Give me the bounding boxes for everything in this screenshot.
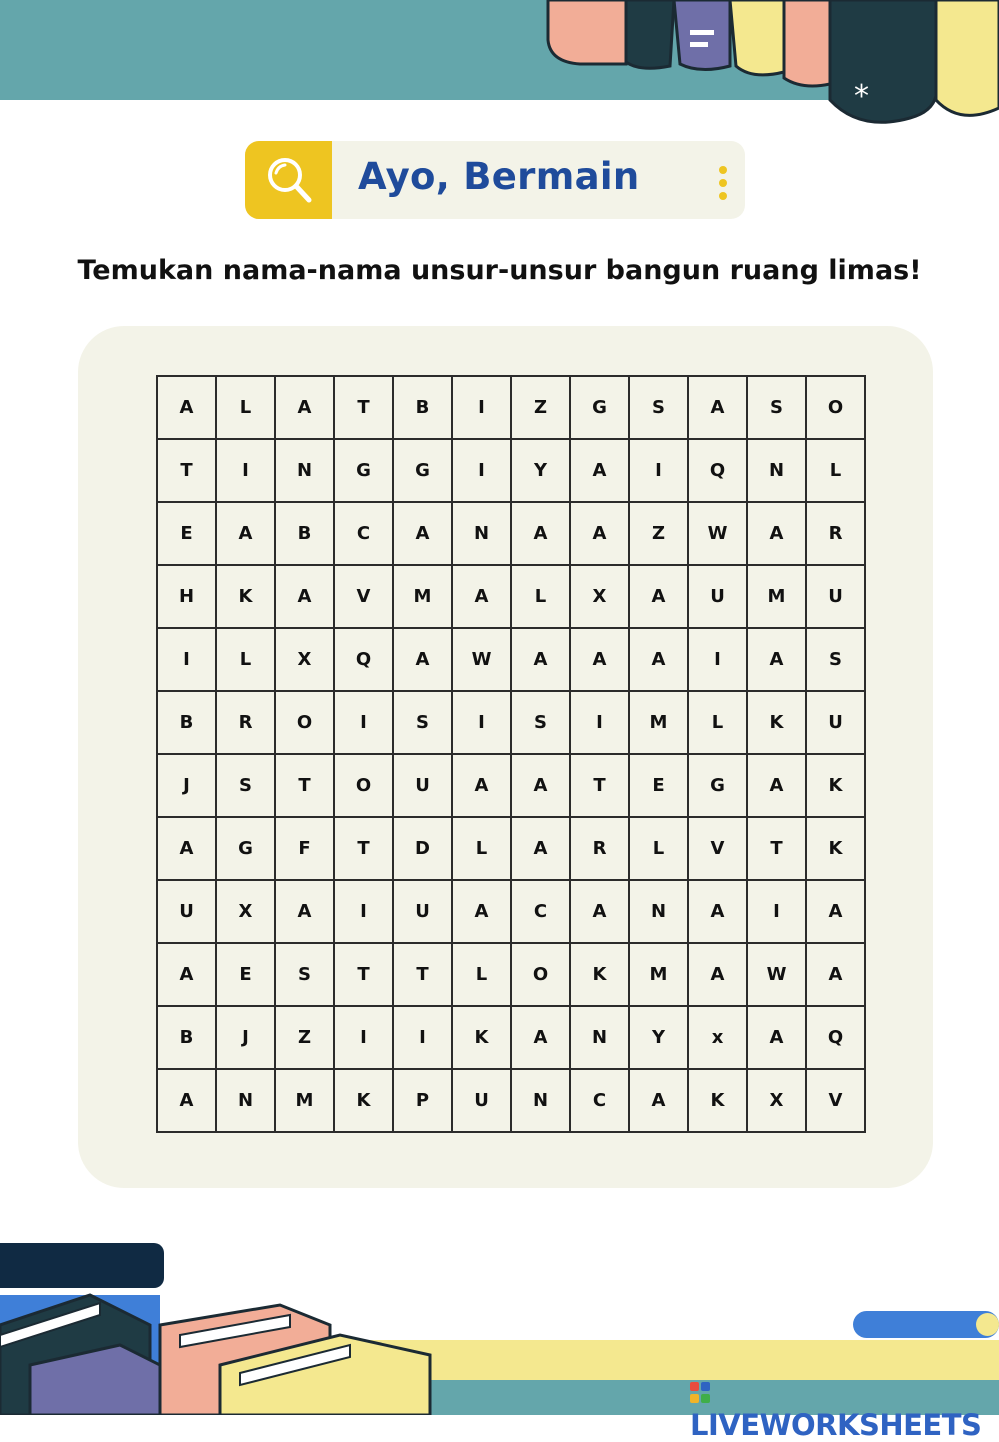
grid-cell[interactable]: A	[275, 376, 334, 439]
grid-cell[interactable]: S	[747, 376, 806, 439]
grid-cell[interactable]: W	[747, 943, 806, 1006]
grid-cell[interactable]: A	[157, 376, 216, 439]
grid-cell[interactable]: T	[747, 817, 806, 880]
grid-cell[interactable]: T	[570, 754, 629, 817]
grid-cell[interactable]: N	[511, 1069, 570, 1132]
grid-row	[157, 1069, 865, 1132]
grid-cell[interactable]: K	[452, 1006, 511, 1069]
grid-cell[interactable]: F	[275, 817, 334, 880]
grid-cell[interactable]: A	[629, 1069, 688, 1132]
grid-cell[interactable]: C	[511, 880, 570, 943]
grid-cell[interactable]: W	[452, 628, 511, 691]
grid-cell[interactable]: T	[393, 943, 452, 1006]
grid-row	[157, 1006, 865, 1069]
grid-cell[interactable]: X	[275, 628, 334, 691]
grid-cell[interactable]: D	[393, 817, 452, 880]
grid-cell[interactable]: E	[157, 502, 216, 565]
grid-cell[interactable]: Q	[688, 439, 747, 502]
grid-cell[interactable]: Q	[334, 628, 393, 691]
page-title: Ayo, Bermain	[358, 155, 640, 198]
grid-cell[interactable]: A	[570, 439, 629, 502]
title-search-bar	[245, 141, 745, 219]
grid-cell[interactable]: U	[157, 880, 216, 943]
grid-cell[interactable]: N	[216, 1069, 275, 1132]
grid-cell[interactable]: K	[688, 1069, 747, 1132]
grid-cell[interactable]: x	[688, 1006, 747, 1069]
grid-cell[interactable]: W	[688, 502, 747, 565]
grid-cell[interactable]: I	[570, 691, 629, 754]
grid-cell[interactable]: K	[806, 817, 865, 880]
grid-cell[interactable]: A	[570, 880, 629, 943]
grid-cell[interactable]: U	[688, 565, 747, 628]
grid-cell[interactable]: C	[334, 502, 393, 565]
grid-cell[interactable]: N	[452, 502, 511, 565]
grid-cell[interactable]: L	[806, 439, 865, 502]
grid-cell[interactable]: K	[570, 943, 629, 1006]
grid-cell[interactable]: T	[334, 376, 393, 439]
grid-row	[157, 628, 865, 691]
books-illustration-top	[540, 0, 999, 130]
liveworksheets-mark-icon	[690, 1380, 712, 1406]
grid-cell[interactable]: R	[216, 691, 275, 754]
grid-cell[interactable]: M	[747, 565, 806, 628]
grid-cell[interactable]: E	[216, 943, 275, 1006]
grid-cell[interactable]: I	[452, 439, 511, 502]
grid-row	[157, 943, 865, 1006]
grid-cell[interactable]: A	[629, 565, 688, 628]
grid-cell[interactable]: Y	[629, 1006, 688, 1069]
grid-cell[interactable]: K	[334, 1069, 393, 1132]
books-illustration-bottom	[0, 1285, 440, 1415]
grid-row	[157, 880, 865, 943]
grid-cell[interactable]: S	[511, 691, 570, 754]
grid-cell[interactable]: K	[747, 691, 806, 754]
grid-cell[interactable]: A	[747, 1006, 806, 1069]
grid-cell[interactable]: A	[393, 502, 452, 565]
grid-cell[interactable]: I	[216, 439, 275, 502]
grid-cell[interactable]: Z	[629, 502, 688, 565]
grid-cell[interactable]: I	[452, 691, 511, 754]
grid-cell[interactable]: I	[629, 439, 688, 502]
grid-cell[interactable]: H	[157, 565, 216, 628]
grid-cell[interactable]: Z	[275, 1006, 334, 1069]
vertical-dots-icon	[719, 166, 727, 202]
grid-cell[interactable]: M	[275, 1069, 334, 1132]
svg-text:*: *	[854, 79, 869, 114]
grid-cell[interactable]: A	[747, 628, 806, 691]
grid-cell[interactable]: M	[629, 943, 688, 1006]
grid-cell[interactable]: P	[393, 1069, 452, 1132]
grid-cell[interactable]: N	[275, 439, 334, 502]
grid-cell[interactable]: A	[570, 628, 629, 691]
grid-cell[interactable]: I	[334, 1006, 393, 1069]
grid-cell[interactable]: Z	[511, 376, 570, 439]
grid-cell[interactable]: N	[747, 439, 806, 502]
grid-cell[interactable]: A	[452, 754, 511, 817]
grid-cell[interactable]: A	[511, 754, 570, 817]
grid-cell[interactable]: G	[688, 754, 747, 817]
grid-cell[interactable]: L	[216, 628, 275, 691]
grid-cell[interactable]: R	[806, 502, 865, 565]
grid-cell[interactable]: A	[629, 628, 688, 691]
grid-cell[interactable]: A	[511, 1006, 570, 1069]
grid-cell[interactable]: A	[688, 376, 747, 439]
instruction-text: Temukan nama-nama unsur-unsur bangun ruang limas!	[77, 255, 922, 286]
grid-cell[interactable]: T	[157, 439, 216, 502]
grid-row	[157, 754, 865, 817]
grid-row	[157, 817, 865, 880]
grid-cell[interactable]: L	[629, 817, 688, 880]
grid-cell[interactable]: A	[511, 502, 570, 565]
grid-cell[interactable]: U	[393, 754, 452, 817]
grid-cell[interactable]: A	[393, 628, 452, 691]
grid-cell[interactable]: V	[334, 565, 393, 628]
grid-cell[interactable]: I	[157, 628, 216, 691]
grid-cell[interactable]: A	[511, 817, 570, 880]
grid-cell[interactable]: O	[511, 943, 570, 1006]
grid-cell[interactable]: U	[452, 1069, 511, 1132]
grid-cell[interactable]: J	[216, 1006, 275, 1069]
grid-cell[interactable]: B	[275, 502, 334, 565]
grid-cell[interactable]: V	[688, 817, 747, 880]
grid-cell[interactable]: G	[570, 376, 629, 439]
grid-cell[interactable]: T	[334, 943, 393, 1006]
grid-cell[interactable]: A	[688, 880, 747, 943]
grid-cell[interactable]: A	[157, 943, 216, 1006]
grid-cell[interactable]: L	[452, 817, 511, 880]
grid-row	[157, 376, 865, 439]
grid-cell[interactable]: I	[452, 376, 511, 439]
grid-cell[interactable]: G	[216, 817, 275, 880]
grid-cell[interactable]: M	[629, 691, 688, 754]
grid-cell[interactable]: T	[334, 817, 393, 880]
grid-cell[interactable]: X	[570, 565, 629, 628]
search-icon	[265, 155, 313, 205]
word-search-grid	[156, 375, 866, 1133]
grid-cell[interactable]: N	[629, 880, 688, 943]
grid-cell[interactable]: U	[806, 691, 865, 754]
grid-cell[interactable]: L	[452, 943, 511, 1006]
grid-cell[interactable]: S	[806, 628, 865, 691]
grid-cell[interactable]: A	[688, 943, 747, 1006]
grid-cell[interactable]: G	[334, 439, 393, 502]
grid-cell[interactable]: A	[275, 565, 334, 628]
decorative-dark-tab	[0, 1243, 164, 1288]
liveworksheets-logo	[690, 1374, 999, 1442]
grid-cell[interactable]: Q	[806, 1006, 865, 1069]
grid-cell[interactable]: A	[511, 628, 570, 691]
grid-cell[interactable]: N	[570, 1006, 629, 1069]
grid-cell[interactable]: S	[275, 943, 334, 1006]
liveworksheets-logo-text: LIVEWORKSHEETS	[690, 1408, 982, 1442]
grid-cell[interactable]: B	[157, 1006, 216, 1069]
decorative-yellow-dot	[976, 1313, 999, 1336]
grid-row	[157, 439, 865, 502]
grid-cell[interactable]: X	[747, 1069, 806, 1132]
grid-cell[interactable]: A	[806, 880, 865, 943]
grid-cell[interactable]: V	[806, 1069, 865, 1132]
grid-cell[interactable]: J	[157, 754, 216, 817]
grid-cell[interactable]: A	[452, 565, 511, 628]
grid-cell[interactable]: Y	[511, 439, 570, 502]
grid-cell[interactable]: I	[393, 1006, 452, 1069]
grid-cell[interactable]: S	[629, 376, 688, 439]
grid-cell[interactable]: A	[570, 502, 629, 565]
grid-cell[interactable]: G	[393, 439, 452, 502]
grid-cell[interactable]: O	[334, 754, 393, 817]
grid-cell[interactable]: K	[216, 565, 275, 628]
grid-cell[interactable]: M	[393, 565, 452, 628]
grid-cell[interactable]: S	[216, 754, 275, 817]
grid-cell[interactable]: S	[393, 691, 452, 754]
grid-cell[interactable]: I	[334, 880, 393, 943]
search-icon-box	[245, 141, 332, 219]
grid-cell[interactable]: B	[157, 691, 216, 754]
grid-row	[157, 502, 865, 565]
grid-cell[interactable]: A	[806, 943, 865, 1006]
grid-cell[interactable]: T	[275, 754, 334, 817]
grid-cell[interactable]: L	[688, 691, 747, 754]
grid-cell[interactable]: B	[393, 376, 452, 439]
grid-cell[interactable]: A	[216, 502, 275, 565]
grid-row	[157, 565, 865, 628]
grid-cell[interactable]: K	[806, 754, 865, 817]
grid-cell[interactable]: I	[688, 628, 747, 691]
grid-cell[interactable]: O	[806, 376, 865, 439]
grid-cell[interactable]: C	[570, 1069, 629, 1132]
grid-cell[interactable]: A	[157, 1069, 216, 1132]
grid-cell[interactable]: A	[275, 880, 334, 943]
grid-cell[interactable]: A	[747, 754, 806, 817]
grid-cell[interactable]: L	[511, 565, 570, 628]
grid-cell[interactable]: A	[157, 817, 216, 880]
grid-cell[interactable]: A	[747, 502, 806, 565]
grid-cell[interactable]: L	[216, 376, 275, 439]
grid-cell[interactable]: U	[806, 565, 865, 628]
grid-cell[interactable]: X	[216, 880, 275, 943]
grid-cell[interactable]: O	[275, 691, 334, 754]
grid-cell[interactable]: I	[747, 880, 806, 943]
grid-cell[interactable]: E	[629, 754, 688, 817]
grid-cell[interactable]: U	[393, 880, 452, 943]
grid-cell[interactable]: R	[570, 817, 629, 880]
grid-cell[interactable]: I	[334, 691, 393, 754]
grid-row	[157, 691, 865, 754]
grid-cell[interactable]: A	[452, 880, 511, 943]
